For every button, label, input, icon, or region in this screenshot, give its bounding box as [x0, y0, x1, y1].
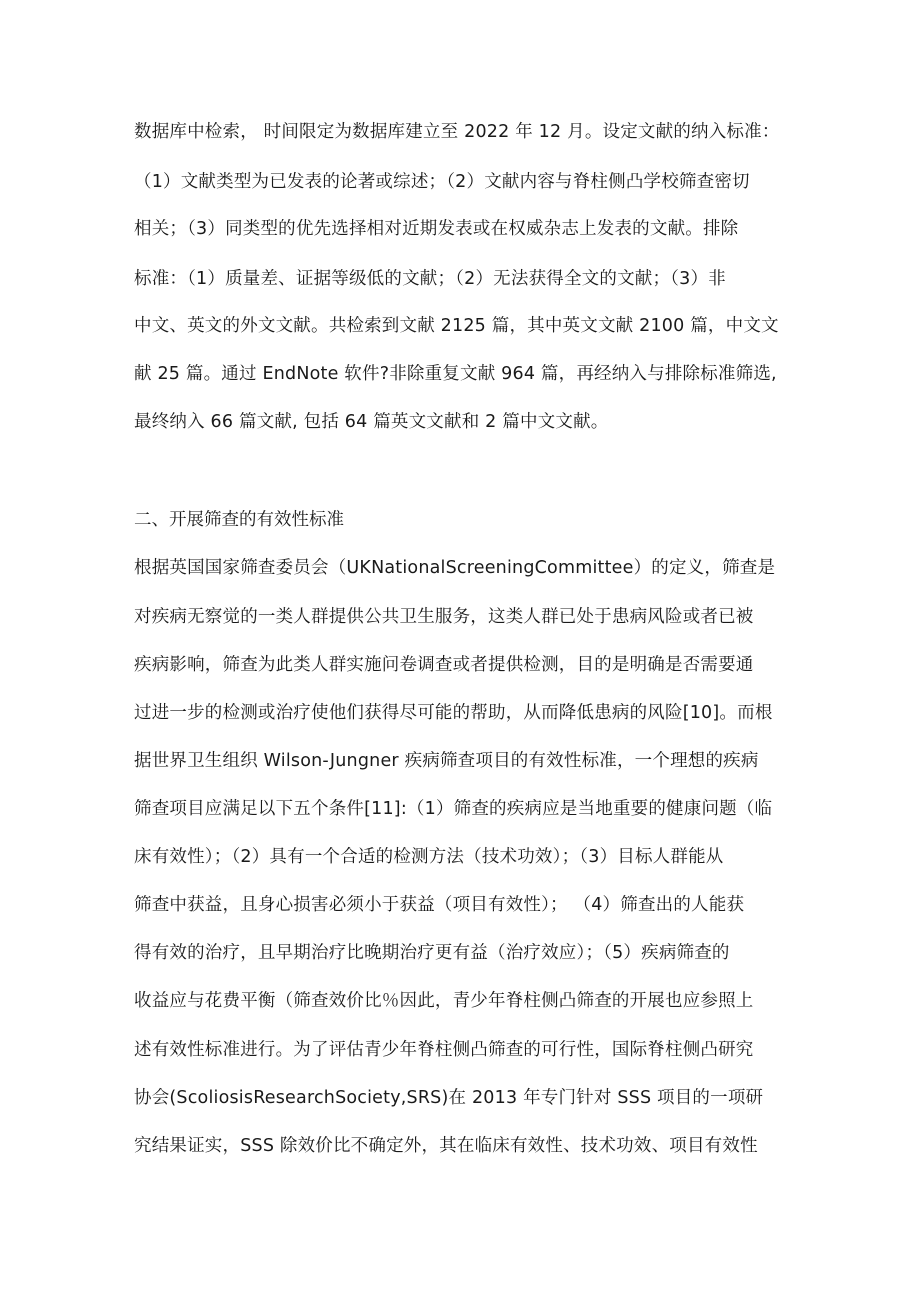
paragraph-line: 对疾病无察觉的一类人群提供公共卫生服务，这类人群已处于患病风险或者已被	[134, 607, 754, 627]
paragraph-line: 筛查项目应满足以下五个条件[11]:（1）筛查的疾病应是当地重要的健康问题（临	[134, 799, 773, 819]
section-heading: 二、开展筛查的有效性标准	[134, 510, 344, 530]
paragraph-line: 数据库中检索， 时间限定为数据库建立至 2022 年 12 月。设定文献的纳入标准：	[134, 122, 780, 142]
paragraph-line: 筛查中获益，且身心损害必须小于获益（项目有效性）； （4）筛查出的人能获	[134, 895, 745, 915]
paragraph-line: 中文、英文的外文文献。共检索到文献 2125 篇，其中英文文献 2100 篇，中文文	[134, 316, 779, 336]
paragraph-line: 过进一步的检测或治疗使他们获得尽可能的帮助，从而降低患病的风险[10]。而根	[134, 703, 773, 723]
paragraph-line: 根据英国国家筛查委员会（UKNationalScreeningCommittee）的定义，筛查是	[134, 558, 776, 578]
paragraph-line: 收益应与花费平衡（筛查效价比％因此，青少年脊柱侧凸筛查的开展也应参照上	[134, 991, 754, 1011]
paragraph-line: 究结果证实，SSS 除效价比不确定外，其在临床有效性、技术功效、项目有效性	[134, 1136, 758, 1156]
paragraph-line: 述有效性标准进行。为了评估青少年脊柱侧凸筛查的可行性，国际脊柱侧凸研究	[134, 1040, 754, 1060]
paragraph-line: 据世界卫生组织 Wilson-Jungner 疾病筛查项目的有效性标准，一个理想的疾病	[134, 751, 759, 771]
paragraph-line: 疾病影响，筛查为此类人群实施问卷调查或者提供检测，目的是明确是否需要通	[134, 655, 754, 675]
paragraph-line: 相关；（3）同类型的优先选择相对近期发表或在权威杂志上发表的文献。排除	[134, 219, 739, 239]
paragraph-line: 协会(ScoliosisResearchSociety,SRS)在 2013 年专门针对 SSS 项目的一项研	[134, 1088, 764, 1108]
paragraph-line: 床有效性）；（2）具有一个合适的检测方法（技术功效）；（3）目标人群能从	[134, 847, 724, 867]
paragraph-line: 标准：（1）质量差、证据等级低的文献；（2）无法获得全文的文献；（3）非	[134, 269, 726, 289]
paragraph-line: （1）文献类型为已发表的论著或综述；（2）文献内容与脊柱侧凸学校筛查密切	[134, 172, 750, 192]
paragraph-line: 献 25 篇。通过 EndNote 软件?非除重复文献 964 篇，再经纳入与排除标准筛选,	[134, 364, 777, 384]
paragraph-line: 最终纳入 66 篇文献, 包括 64 篇英文文献和 2 篇中文文献。	[134, 412, 609, 432]
paragraph-line: 得有效的治疗，且早期治疗比晚期治疗更有益（治疗效应）；（5）疾病筛查的	[134, 943, 730, 963]
